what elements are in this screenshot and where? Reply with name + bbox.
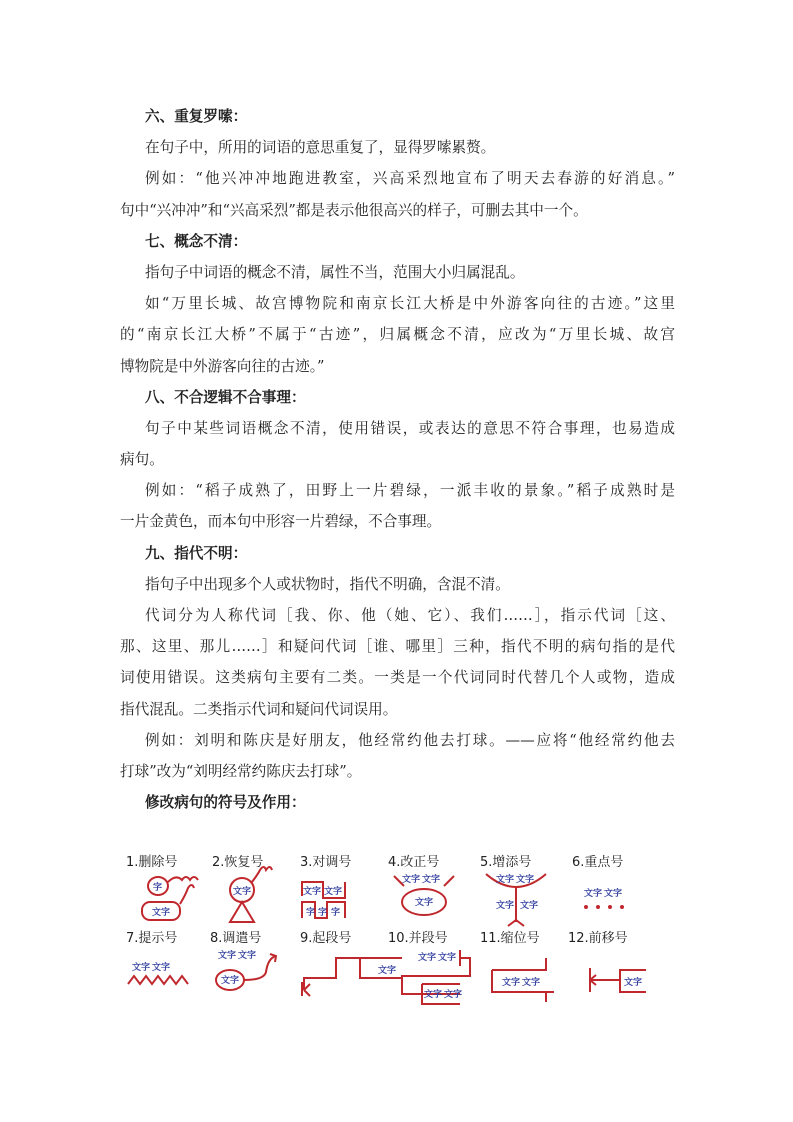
- svg-text:文字: 文字: [418, 953, 437, 963]
- paragraph-line: 指句子中词语的概念不清，属性不当，范围大小归属混乱。: [145, 263, 525, 281]
- paragraph-line: 的“南京长江大桥”不属于“古迹”，归属概念不清，应改为“万里长城、故宫: [120, 326, 675, 344]
- svg-text:文字: 文字: [152, 963, 171, 973]
- symbol-label: 11.缩位号: [480, 931, 540, 946]
- symbol-label: 8.调遣号: [210, 931, 262, 946]
- svg-text:文字: 文字: [604, 889, 623, 899]
- symbol-label: 5.增添号: [480, 855, 532, 870]
- symbol-label: 1.删除号: [126, 855, 178, 870]
- svg-text:文字: 文字: [624, 978, 643, 988]
- paragraph-line: 句子中某些词语概念不清，使用错误，或表达的意思不符合事理，也易造成: [145, 419, 675, 437]
- svg-text:文字: 文字: [415, 898, 434, 908]
- svg-text:文字: 文字: [438, 953, 457, 963]
- paragraph-line: 例如：“稻子成熟了，田野上一片碧绿，一派丰收的景象。”稻子成熟时是: [145, 482, 675, 500]
- svg-text:文字: 文字: [502, 978, 521, 988]
- paragraph-line: 那、这里、那儿……］和疑问代词［谁、哪里］三种，指代不明的病句指的是代: [120, 638, 675, 656]
- section-heading: 六、重复罗嗦：: [145, 108, 248, 125]
- svg-text:文字: 文字: [378, 966, 397, 976]
- symbol-label: 9.起段号: [300, 931, 352, 946]
- paragraph-line: 病句。: [120, 451, 164, 469]
- svg-text:文字: 文字: [444, 990, 463, 1000]
- symbol-label: 2.恢复号: [212, 855, 264, 870]
- svg-text:文字: 文字: [132, 963, 151, 973]
- svg-text:文字: 文字: [303, 887, 322, 897]
- svg-text:字: 字: [331, 908, 341, 918]
- correction-symbols-figure: [120, 842, 648, 1010]
- document-body: [120, 101, 675, 818]
- svg-text:文字: 文字: [584, 889, 603, 899]
- paragraph-line: 博物院是中外游客向往的古迹。”: [120, 357, 325, 375]
- paragraph-line: 指代混乱。二类指示代词和疑问代词误用。: [120, 700, 398, 718]
- paragraph-line: 句中“兴冲冲”和“兴高采烈”都是表示他很高兴的样子，可删去其中一个。: [120, 201, 588, 219]
- paragraph-line: 如“万里长城、故宫博物院和南京长江大桥是中外游客向往的古迹。”这里: [145, 295, 675, 313]
- symbol-labels: [126, 854, 628, 946]
- svg-text:文字: 文字: [221, 976, 240, 986]
- paragraph-line: 例如：刘明和陈庆是好朋友，他经常约他去打球。——应将“他经常约他去: [145, 731, 675, 749]
- paragraph-line: 指句子中出现多个人或状物时，指代不明确，含混不清。: [145, 575, 510, 593]
- svg-text:文字: 文字: [233, 887, 252, 897]
- svg-text:文字: 文字: [520, 901, 539, 911]
- symbol-label: 7.提示号: [126, 931, 178, 946]
- svg-text:文字: 文字: [496, 901, 515, 911]
- paragraph-line: 例如：“他兴冲冲地跑进教室，兴高采烈地宣布了明天去春游的好消息。”: [145, 170, 675, 188]
- svg-text:文字: 文字: [516, 875, 535, 885]
- paragraph-line: 打球”改为“刘明经常约陈庆去打球”。: [120, 762, 362, 780]
- symbol-label: 12.前移号: [568, 931, 628, 946]
- section-heading: 八、不合逻辑不合事理：: [145, 388, 306, 406]
- svg-text:字: 字: [153, 883, 163, 893]
- svg-text:文字: 文字: [422, 875, 441, 885]
- symbol-label: 3.对调号: [300, 855, 352, 870]
- svg-text:字: 字: [318, 908, 328, 918]
- svg-text:文字: 文字: [324, 887, 343, 897]
- svg-text:文字: 文字: [238, 951, 257, 961]
- section-heading: 修改病句的符号及作用：: [145, 794, 306, 812]
- symbol-label: 6.重点号: [572, 855, 624, 870]
- paragraph-line: 代词分为人称代词［我、你、他（她、它）、我们……］，指示代词［这、: [145, 607, 675, 624]
- section-heading: 七、概念不清：: [145, 232, 248, 250]
- svg-text:文字: 文字: [522, 978, 541, 988]
- section-heading: 九、指代不明：: [145, 544, 248, 562]
- paragraph-line: 词使用错误。这类病句主要有二类。一类是一个代词同时代替几个人或物，造成: [120, 669, 675, 687]
- symbol-label: 4.改正号: [388, 855, 440, 870]
- svg-text:文字: 文字: [402, 875, 421, 885]
- sample-words: [132, 873, 642, 1000]
- paragraph-line: 一片金黄色，而本句中形容一片碧绿，不合事理。: [120, 513, 442, 531]
- symbol-label: 10.并段号: [388, 931, 448, 946]
- svg-text:文字: 文字: [424, 990, 443, 1000]
- svg-text:字: 字: [306, 908, 316, 918]
- svg-text:文字: 文字: [496, 875, 515, 885]
- paragraph-line: 在句子中，所用的词语的意思重复了，显得罗嗦累赘。: [145, 139, 496, 157]
- svg-text:文字: 文字: [152, 908, 171, 918]
- svg-text:文字: 文字: [218, 951, 237, 961]
